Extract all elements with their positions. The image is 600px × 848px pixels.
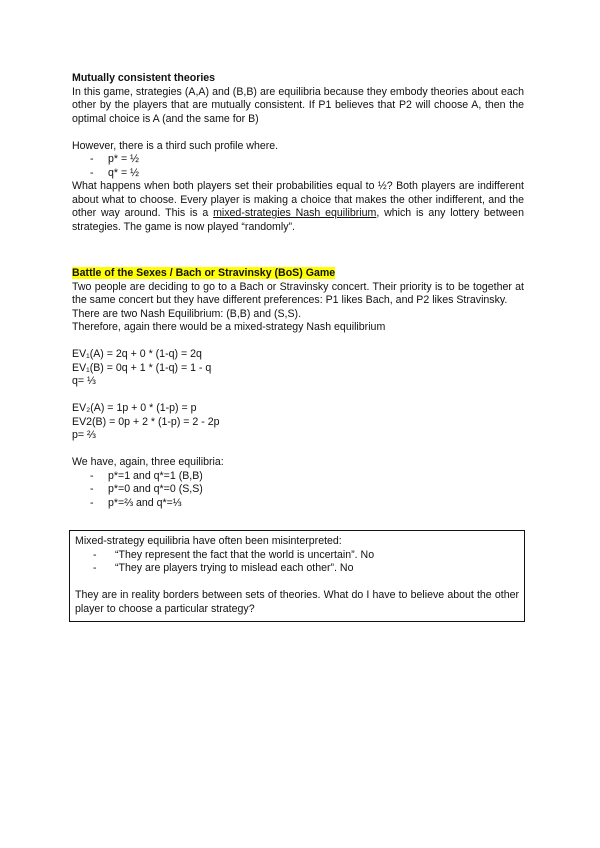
bullet-list [72, 153, 524, 180]
paragraph: They are in reality borders between sets of theories. What do I have to believe about the other player to choose a particular strategy? [75, 589, 519, 615]
equation-line: p= ⅔ [72, 429, 96, 441]
list-item: - “They represent the fact that the world is uncertain”. No [93, 548, 375, 561]
paragraph: Therefore, again there would be a mixed-strategy Nash equilibrium [72, 321, 386, 333]
section-heading-mutually-consistent: Mutually consistent theories [72, 72, 216, 84]
list-item: - “They are players trying to mislead each other”. No [93, 562, 354, 574]
equation-line: EV₁(A) = 2q + 0 * (1-q) = 2q [72, 348, 202, 360]
list-item: - p*=⅔ and q*=⅓ [90, 496, 182, 509]
callout-box [69, 530, 525, 622]
list-item: - p*=1 and q*=1 (B,B) [90, 469, 203, 482]
paragraph: What happens when both players set their probabilities equal to ½? Both players are indifferent about what to choose. Every player is making a choice that makes the other indifferent, and the other way around. This is a mixed-strategies Nash equilibrium, which is any lottery between strategies. The game is now played “randomly”. [72, 180, 524, 233]
equation-line: q= ⅓ [72, 375, 96, 387]
bullet-list [72, 470, 524, 511]
paragraph: However, there is a third such profile where. [72, 139, 279, 152]
bullet-list [75, 549, 519, 576]
equation-line: EV₁(B) = 0q + 1 * (1-q) = 1 - q [72, 361, 212, 374]
equation-line: EV2(B) = 0p + 2 * (1-p) = 2 - 2p [72, 415, 220, 428]
list-item: - p* = ½ [90, 153, 139, 165]
paragraph: There are two Nash Equilibrium: (B,B) and (S,S). [72, 307, 302, 320]
paragraph: Two people are deciding to go to a Bach or Stravinsky concert. Their priority is to be together at the same concert but they have different preferences: P1 likes Bach, and P2 likes Stravinsky. [72, 280, 524, 306]
underlined-term: mixed-strategies Nash equilibrium [213, 207, 377, 219]
section-heading-bos: Battle of the Sexes / Bach or Stravinsky (BoS) Game [72, 267, 336, 279]
list-item: - q* = ½ [90, 166, 139, 179]
equation-line: EV₂(A) = 1p + 0 * (1-p) = p [72, 402, 197, 414]
document-content [72, 72, 524, 622]
paragraph: Mixed-strategy equilibria have often been misinterpreted: [75, 535, 342, 547]
paragraph: We have, again, three equilibria: [72, 456, 224, 468]
list-item: - p*=0 and q*=0 (S,S) [90, 483, 203, 495]
paragraph: In this game, strategies (A,A) and (B,B) are equilibria because they embody theories about each other by the players that are mutually consistent. If P1 believes that P2 will choose A, then the optimal choice is A (and the same for B) [72, 85, 524, 125]
